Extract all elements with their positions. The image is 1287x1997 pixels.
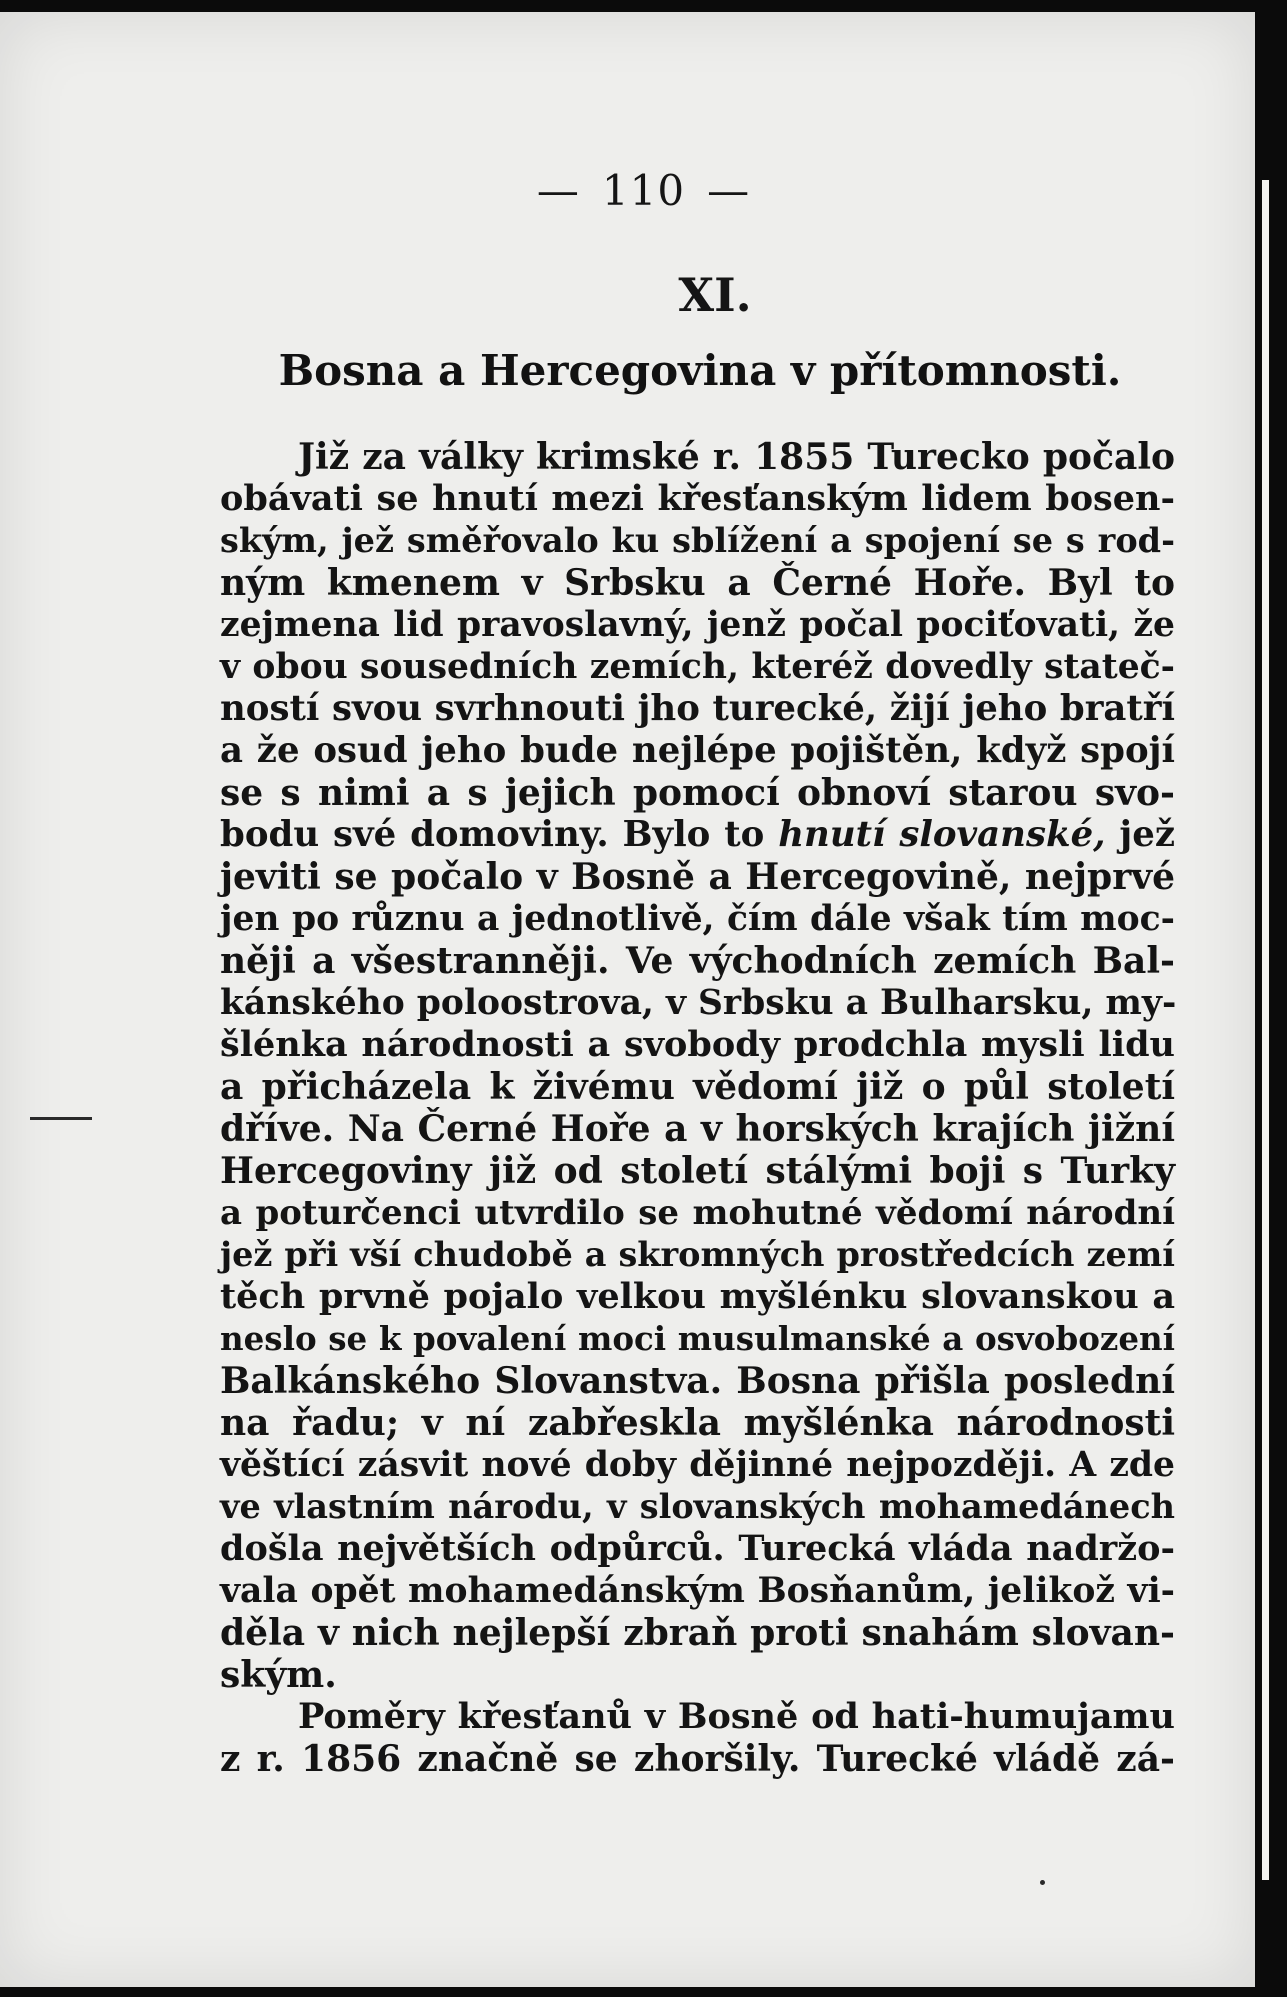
text-line: děla v nich nejlepší zbraň proti snahám slovan-: [220, 1612, 1175, 1654]
chapter-number: XI.: [678, 268, 752, 322]
text-line: těch prvně pojalo velkou myšlénku slovanskou a: [220, 1276, 1175, 1317]
text-line: v obou sousedních zemích, kteréž dovedly stateč-: [220, 647, 1175, 687]
text-line: došla největších odpůrců. Turecká vláda nadržo-: [220, 1528, 1175, 1569]
text-line: Hercegoviny již od století stálými boji s Turky: [220, 1150, 1175, 1192]
header-dash-left: —: [536, 166, 580, 215]
text-line: Balkánského Slovanstva. Bosna přišla poslední: [220, 1360, 1175, 1402]
page-number: 110: [601, 166, 686, 215]
text-line: ností svou svrhnouti jho turecké, žijí jeho bratří: [220, 688, 1175, 729]
text-line: šlénka národnosti a svobody prodchla mysli lidu: [220, 1024, 1175, 1065]
text-line-with-italic: [220, 814, 1175, 856]
text-line: a že osud jeho bude nejlépe pojištěn, když spojí: [220, 730, 1175, 771]
margin-dot-mark: [1040, 1880, 1045, 1885]
body-text: [220, 436, 1175, 1780]
text-line: na řadu; v ní zabřeskla myšlénka národnosti: [220, 1402, 1175, 1444]
margin-dash-mark: [30, 1117, 92, 1120]
text-span: bodu své domoviny. Bylo to: [220, 814, 779, 855]
text-line: jen po různu a jednotlivě, čím dále však tím moc-: [220, 899, 1175, 939]
chapter-title: Bosna a Hercegovina v přítomnosti.: [278, 346, 1122, 395]
text-line: věštící zásvit nové doby dějinné nejpozději. A zde: [220, 1445, 1175, 1485]
text-span: jež: [1105, 814, 1176, 855]
text-line: něji a všestranněji. Ve východních zemích Bal-: [220, 940, 1175, 982]
text-line: jež při vší chudobě a skromných prostředcích zemí: [220, 1235, 1175, 1274]
text-line: ve vlastním národu, v slovanských mohamedánech: [220, 1487, 1175, 1526]
header-dash-right: —: [707, 166, 751, 215]
text-line: neslo se k povalení moci musulmanské a osvobození: [220, 1319, 1175, 1358]
text-line: z r. 1856 značně se zhoršily. Turecké vládě zá-: [220, 1738, 1175, 1780]
page-edge: [1262, 180, 1269, 1880]
text-line: kánského poloostrova, v Srbsku a Bulharsku, my-: [220, 983, 1177, 1023]
text-line: vala opět mohamedánským Bosňanům, jelikož vi-: [220, 1571, 1175, 1611]
running-head: [0, 166, 1287, 215]
text-line: dříve. Na Černé Hoře a v horských krajích jižní: [220, 1108, 1175, 1150]
text-line: Poměry křesťanů v Bosně od hati-humujamu: [298, 1696, 1175, 1737]
text-line: ským.: [220, 1654, 337, 1696]
text-line: obávati se hnutí mezi křesťanským lidem bosen-: [220, 478, 1175, 519]
text-line: a poturčenci utvrdilo se mohutné vědomí národní: [220, 1193, 1175, 1233]
italic-phrase: hnutí slovanské,: [778, 814, 1106, 855]
text-line: Již za války krimské r. 1855 Turecko počalo: [298, 436, 1175, 478]
text-line: ským, jež směřovalo ku sblížení a spojení se s rod-: [220, 521, 1175, 560]
text-line: a přicházela k živému vědomí již o půl století: [220, 1066, 1175, 1108]
text-line: se s nimi a s jejich pomocí obnoví starou svo-: [220, 772, 1175, 814]
text-line: jeviti se počalo v Bosně a Hercegovině, nejprvé: [220, 856, 1175, 898]
text-line: zejmena lid pravoslavný, jenž počal pociťovati, že: [220, 605, 1175, 645]
text-line: ným kmenem v Srbsku a Černé Hoře. Byl to: [220, 562, 1175, 604]
